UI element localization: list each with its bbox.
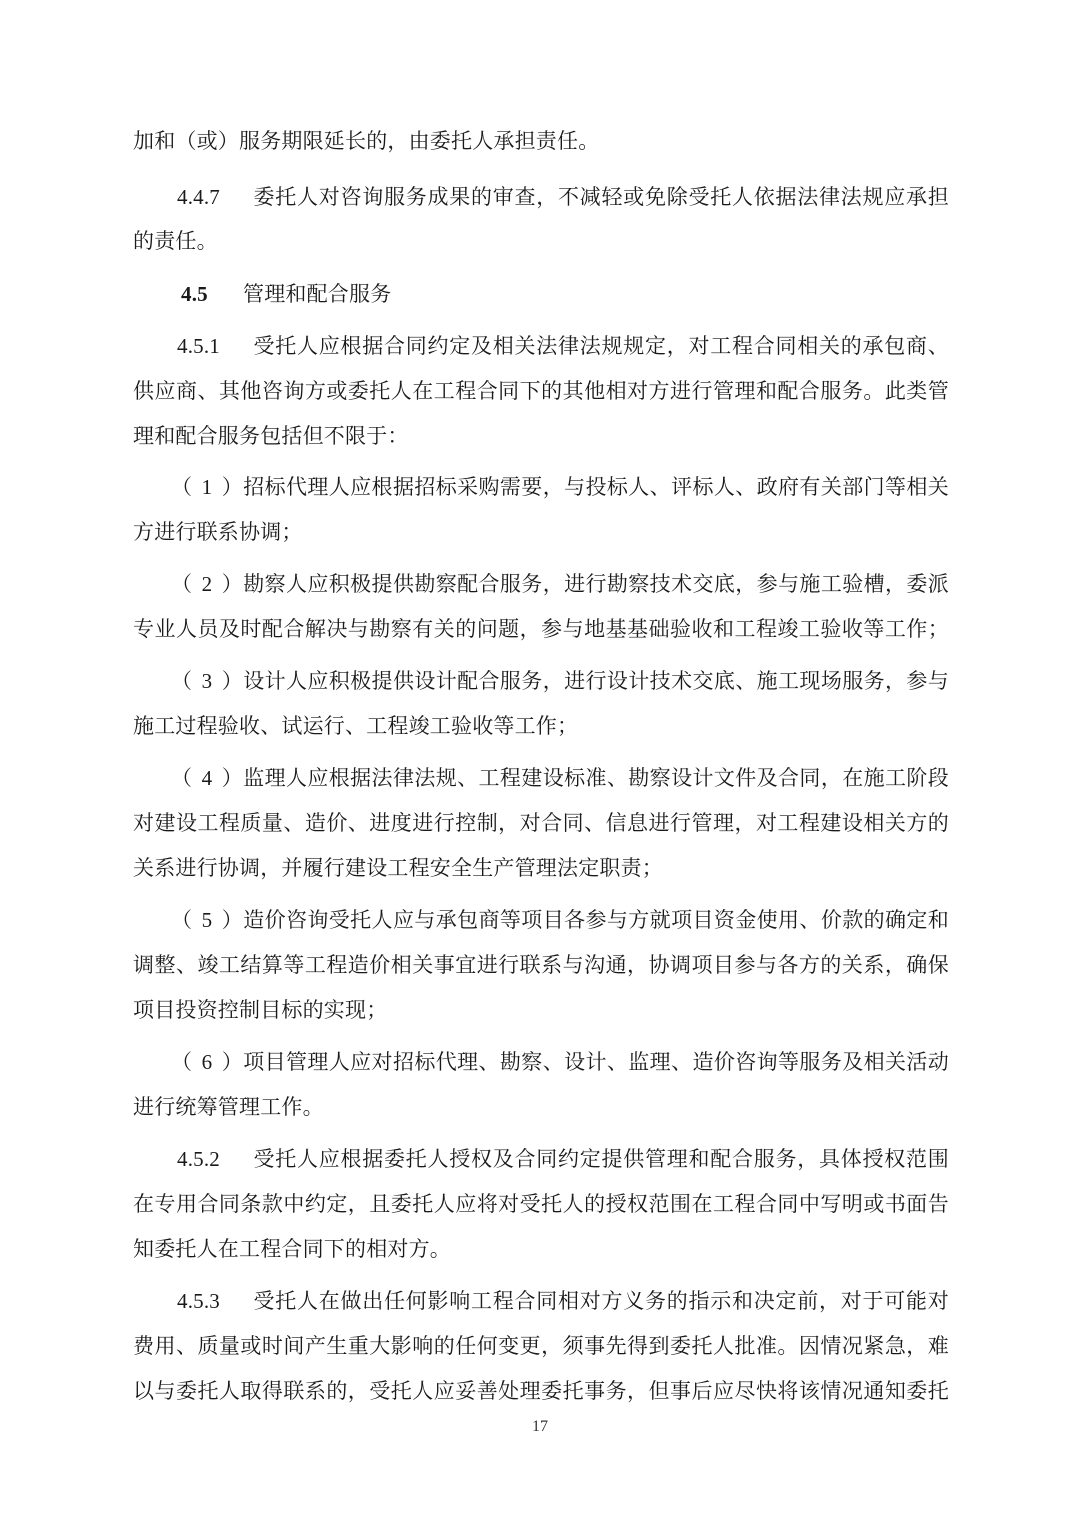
clause-number: 4.5.1: [177, 334, 220, 358]
clause-4-5-3-line-2: [133, 1331, 949, 1361]
item-text: 设计人应积极提供设计配合服务，进行设计技术交底、施工现场服务，参与: [243, 669, 949, 693]
item-5-line-1: [171, 905, 949, 935]
clause-text: 费用、质量或时间产生重大影响的任何变更，须事先得到委托人批准。因情况紧急，难: [133, 1334, 949, 1358]
clause-4-5-2-line-1: [177, 1144, 949, 1174]
item-text: 监理人应根据法律法规、工程建设标准、勘察设计文件及合同，在施工阶段: [243, 766, 949, 790]
item-6-line-2: [133, 1092, 324, 1122]
item-1-line-1: [171, 472, 949, 502]
item-3-line-1: [171, 666, 949, 696]
item-text: 调整、竣工结算等工程造价相关事宜进行联系与沟通，协调项目参与各方的关系，确保: [133, 953, 949, 977]
item-text: 施工过程验收、试运行、工程竣工验收等工作；: [133, 714, 579, 738]
clause-4-5-2-line-2: [133, 1189, 949, 1219]
item-text: 方进行联系协调；: [133, 520, 303, 544]
item-3-line-2: [133, 711, 578, 741]
clause-text: 在专用合同条款中约定，且委托人应将对受托人的授权范围在工程合同中写明或书面告: [133, 1192, 949, 1216]
item-4-line-3: [133, 853, 663, 883]
clause-4-5-3-line-1: [177, 1286, 949, 1316]
section-heading-4-5: [181, 279, 391, 309]
clause-4-5-2-line-3: [133, 1234, 451, 1264]
clause-4-4-7-line-1: [177, 182, 949, 212]
clause-text: 的责任。: [133, 229, 218, 253]
clause-text: 以与委托人取得联系的，受托人应妥善处理委托事务，但事后应尽快将该情况通知委托: [133, 1379, 949, 1403]
item-text: 项目投资控制目标的实现；: [133, 998, 388, 1022]
item-2-line-1: [171, 569, 949, 599]
item-number: （3）: [171, 669, 243, 693]
item-4-line-2: [133, 808, 949, 838]
item-text: 项目管理人应对招标代理、勘察、设计、监理、造价咨询等服务及相关活动: [243, 1050, 949, 1074]
clause-text: 受托人应根据合同约定及相关法律法规规定，对工程合同相关的承包商、: [253, 334, 949, 358]
item-1-line-2: [133, 517, 303, 547]
clause-number: 4.4.7: [177, 185, 220, 209]
item-text: 进行统筹管理工作。: [133, 1095, 324, 1119]
item-text: 造价咨询受托人应与承包商等项目各参与方就项目资金使用、价款的确定和: [243, 908, 949, 932]
clause-4-5-3-line-3: [133, 1376, 949, 1406]
item-5-line-3: [133, 995, 387, 1025]
paragraph-text: 加和（或）服务期限延长的，由委托人承担责任。: [133, 129, 600, 153]
page-number: 17: [532, 1418, 548, 1435]
clause-text: 理和配合服务包括但不限于：: [133, 424, 409, 448]
item-text: 关系进行协调，并履行建设工程安全生产管理法定职责；: [133, 856, 663, 880]
item-2-line-2: [133, 614, 949, 644]
paragraph-continuation-line: [133, 126, 599, 156]
clause-number: 4.5.3: [177, 1289, 220, 1313]
clause-4-5-1-line-3: [133, 421, 409, 451]
item-4-line-1: [171, 763, 949, 793]
clause-text: 知委托人在工程合同下的相对方。: [133, 1237, 451, 1261]
item-text: 专业人员及时配合解决与勘察有关的问题，参与地基基础验收和工程竣工验收等工作；: [133, 617, 949, 641]
clause-number: 4.5.2: [177, 1147, 220, 1171]
item-text: 招标代理人应根据招标采购需要，与投标人、评标人、政府有关部门等相关: [243, 475, 949, 499]
clause-4-4-7-line-2: [133, 226, 218, 256]
clause-text: 受托人应根据委托人授权及合同约定提供管理和配合服务，具体授权范围: [253, 1147, 949, 1171]
clause-4-5-1-line-1: [177, 331, 949, 361]
item-text: 勘察人应积极提供勘察配合服务，进行勘察技术交底，参与施工验槽，委派: [243, 572, 949, 596]
item-number: （1）: [171, 475, 243, 499]
item-5-line-2: [133, 950, 949, 980]
clause-text: 受托人在做出任何影响工程合同相对方义务的指示和决定前，对于可能对: [253, 1289, 949, 1313]
item-number: （2）: [171, 572, 243, 596]
item-number: （4）: [171, 766, 243, 790]
section-number: 4.5: [181, 282, 208, 306]
item-number: （6）: [171, 1050, 243, 1074]
item-6-line-1: [171, 1047, 949, 1077]
section-title: 管理和配合服务: [243, 282, 392, 306]
clause-4-5-1-line-2: [133, 376, 949, 406]
item-text: 对建设工程质量、造价、进度进行控制，对合同、信息进行管理，对工程建设相关方的: [133, 811, 949, 835]
clause-text: 供应商、其他咨询方或委托人在工程合同下的其他相对方进行管理和配合服务。此类管: [133, 379, 949, 403]
clause-text: 委托人对咨询服务成果的审查，不减轻或免除受托人依据法律法规应承担: [253, 185, 949, 209]
item-number: （5）: [171, 908, 243, 932]
